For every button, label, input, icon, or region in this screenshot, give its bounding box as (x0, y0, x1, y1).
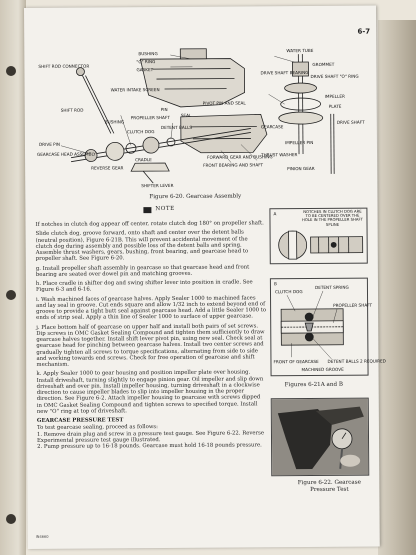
paragraph: 1. Remove drain plug and screw in a pressure test gauge. See Figure 6-22. Reverse Experimental pressure test gauge illustrated. (36, 429, 265, 444)
section-heading: GEARCASE PRESSURE TEST (36, 417, 124, 424)
binder-edge (0, 0, 26, 555)
label-impeller: IMPELLER (324, 93, 345, 99)
label-grommet: GROMMET (312, 61, 335, 67)
paragraph: If notches in clutch dog appear off center, rotate clutch dog 180° on propeller shaft. (35, 220, 264, 228)
label-drive-pin: DRIVE PIN (38, 141, 61, 147)
label-pinion-gear: PINION GEAR (287, 165, 315, 172)
footer-code: IN4660 (35, 534, 49, 539)
paragraph: 2. Pump pressure up to 16-18 pounds. Gearcase must hold 16-18 pounds pressure. (37, 442, 262, 450)
label-propeller-shaft: PROPELLER SHAFT (130, 114, 170, 121)
label-detent-balls-b: DETENT BALLS 2 REQUIRED (327, 358, 386, 364)
binder-hole (6, 514, 16, 524)
label-drive-shaft-o-ring: DRIVE SHAFT "O" RING (310, 73, 359, 80)
label-bushing-mid: BUSHING (104, 119, 125, 125)
paragraph: Slide clutch dog, groove forward, onto shaft and center over the detent balls (neutral position), Figure 6-21B. This will prevent accidental movement of the clutch dog during assembly and possible loss of the detent balls and spring. Assemble thrust washers, gears, bushing, front bearing, and gearcase head to propeller shaft. See Figure 6-20. (35, 229, 249, 263)
label-water-tube: WATER TUBE (286, 47, 314, 54)
label-seal: SEAL (180, 112, 192, 118)
label-gearcase: GEARCASE (260, 124, 284, 130)
pressure-test-photo (272, 399, 369, 476)
label-water-intake-screen: WATER INTAKE SCREEN (110, 87, 160, 93)
label-drive-shaft: DRIVE SHAFT (336, 119, 365, 125)
label-detent-spring: DETENT SPRING (314, 284, 349, 290)
figure-6-21a (269, 208, 367, 265)
paragraph: j. Place bottom half of gearcase on upper half and install both pairs of set screws. Dip screws in OMC Gasket Sealing Compound and tighten them sufficiently to draw gearcase halves together. Install shift lever pivot pin, using new seal. Check seal at gearcase head for pinching between gearcase halves. Install two center screws and gradually tighten all screws to torque specifications, alternating from side to side and working towards end screws. Check for free operation of gearcase and shift mechanism. (36, 322, 265, 368)
label-o-ring: "O" RING (136, 59, 156, 65)
label-gasket: GASKET (136, 67, 154, 73)
label-clutch-dog-b: CLUTCH DOG (274, 289, 303, 295)
figure-b-letter: B (273, 281, 277, 287)
clutch-dog-notch-drawing (270, 209, 366, 264)
label-machined-groove: MACHINED GROOVE (301, 366, 344, 373)
manual-page (24, 6, 386, 549)
label-forward-gear-and-bushing: FORWARD GEAR AND BUSHING (207, 154, 273, 160)
paragraph: h. Place cradle in shifter dog and swing shifter lever into position in cradle. See Figure 6-3 and 6-16. (35, 279, 253, 294)
gearcase-assembly-figure (30, 44, 365, 192)
binder-hole (6, 290, 16, 300)
instructions-text (35, 220, 267, 453)
note-marker (143, 207, 151, 213)
page-stack-edge (378, 20, 416, 555)
label-shifter-lever: SHIFTER LEVER (141, 182, 174, 189)
label-pin: PIN (160, 106, 168, 113)
label-reverse-gear: REVERSE GEAR (91, 165, 124, 171)
label-detent-balls: DETENT BALLS (160, 124, 193, 131)
paragraph: g. Install propeller shaft assembly in gearcase so that gearcase head and front bearing are seated over dowel pin and matching grooves. (35, 263, 250, 278)
figure-6-21-caption: Figures 6-21A and B (284, 381, 343, 389)
paragraph: To test gearcase sealing, proceed as follows: (36, 424, 158, 432)
label-thrust-washer: THRUST WASHER (261, 152, 298, 158)
figure-6-22 (271, 398, 370, 477)
label-front-of-gearcase: FRONT OF GEARCASE (273, 358, 319, 365)
figure-6-21b (270, 278, 386, 377)
detent-section-drawing (271, 279, 386, 376)
label-plate: PLATE (328, 103, 342, 109)
label-clutch-dog: CLUTCH DOG (126, 129, 155, 135)
label-gearcase-head-assembly: GEARCASE HEAD ASSEMBLY (37, 151, 96, 157)
label-front-bearing-and-shaft: FRONT BEARING AND SHAFT (203, 162, 264, 168)
label-pivot-pin-and-seal: PIVOT PIN AND SEAL (202, 100, 246, 106)
label-shift-rod: SHIFT ROD (60, 107, 84, 113)
label-drive-shaft-bearing: DRIVE SHAFT BEARING (260, 70, 309, 76)
label-cradle: CRADLE (135, 157, 152, 163)
label-bushing: BUSHING (138, 51, 158, 57)
paragraph: i. Wash machined faces of gearcase halves. Apply Sealer 1000 to machined faces and lay seal in groove. Cut ends square and allow 1/32 inch to extend beyond end of groove to provide a tight butt seal against gearcase head. Add a little Sealer 1000 to ends of strip seal. Apply a thin line of Sealer 1000 to surface of upper gearcase. (36, 294, 267, 322)
binder-hole (6, 66, 16, 76)
figure-6-20-caption: Figure 6-20. Gearcase Assembly (149, 193, 242, 201)
label-shift-rod-connector: SHIFT ROD CONNECTOR (38, 63, 90, 69)
figure-a-letter: A (273, 211, 277, 217)
paragraph: k. Apply Sealer 1000 to gear housing and position impeller plate over housing. Install driveshaft, turning slightly to engage pinion gear. Oil impeller and slip down driveshaft and over pin. Install impeller housing, turning driveshaft in a clockwise direction to cause impeller blades to slip into impeller housing in the proper direction. See Figure 6-2. Attach impeller housing to gearcase with screws dipped in OMC Gasket Sealing Compound and tighten screws to specified torque. Install new "O" ring at top of driveshaft. (36, 369, 264, 415)
figure-a-callout: NOTCHES IN CLUTCH DOG ARE TO BE CENTERED OVER THE HOLE IN THE PROPELLER SHAFT SPLINE (302, 208, 363, 227)
page-number: 6-7 (357, 27, 371, 36)
label-impeller-pin: IMPELLER PIN (284, 139, 314, 146)
gearcase-assembly-drawing (30, 44, 365, 192)
note-label: NOTE (155, 205, 175, 213)
figure-6-22-caption: Figure 6-22. Gearcase Pressure Test (297, 479, 361, 494)
label-propeller-shaft-b: PROPELLER SHAFT (333, 302, 373, 308)
